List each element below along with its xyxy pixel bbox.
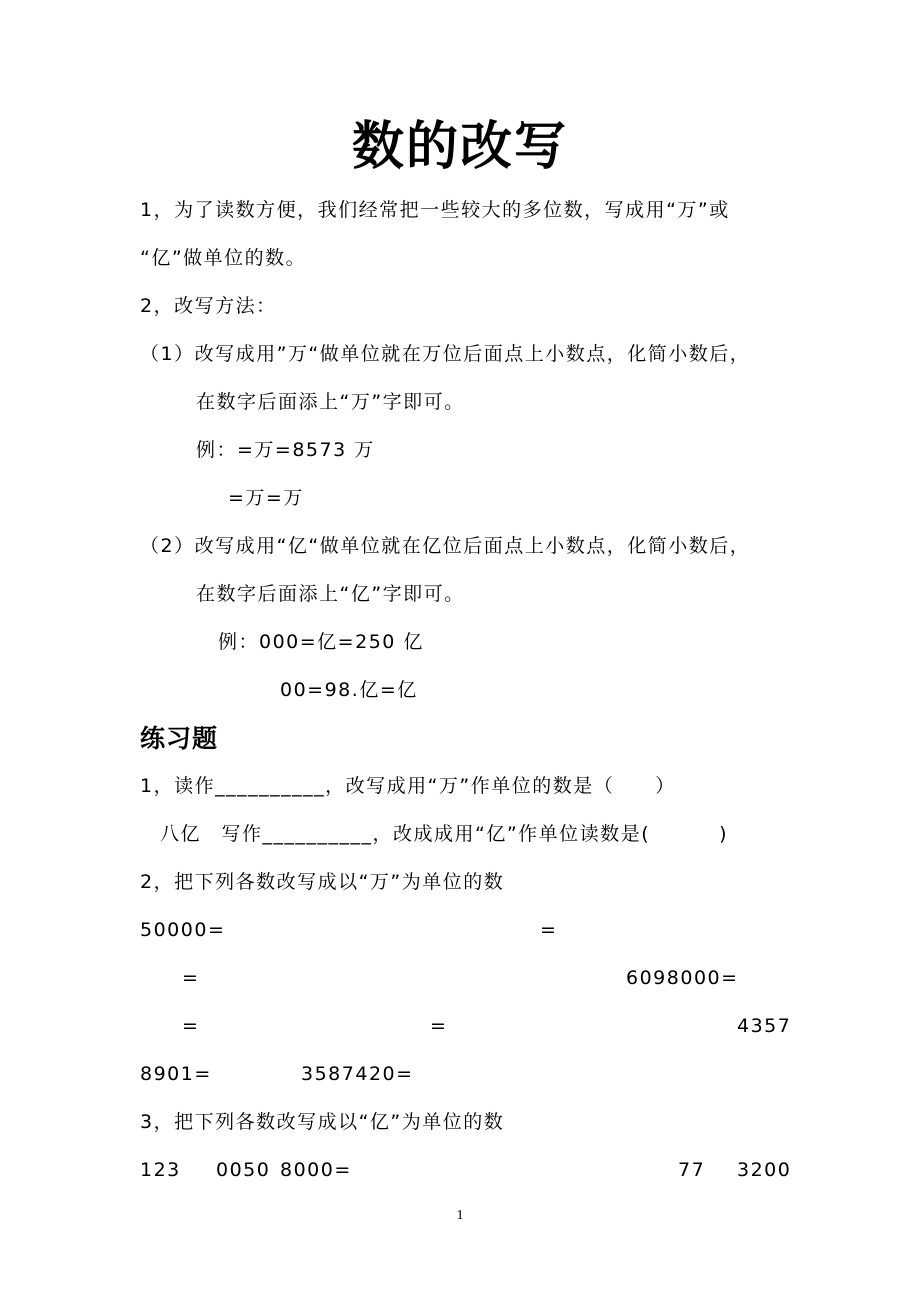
exercise-3-item: 3200 [737,1159,792,1181]
exercise-2-item: 50000= [140,919,226,941]
intro-line-1: 1，为了读数方便，我们经常把一些较大的多位数，写成用“万”或 [140,199,730,221]
method-part1-line-1: （1）改写成用”万“做单位就在万位后面点上小数点，化简小数后， [140,343,751,365]
method-part2-example-1: 例：000=亿=250 亿 [218,631,424,653]
page-title: 数的改写 [351,117,568,177]
exercise-2-item: = [182,967,200,989]
exercise-3-prompt: 3，把下列各数改写成以“亿”为单位的数 [140,1111,505,1133]
exercise-2-item: 8901= [140,1063,212,1085]
exercises-heading: 练习题 [140,724,219,753]
exercise-2-item: 4357 [737,1015,792,1037]
exercise-3-item: 123 [140,1159,181,1181]
method-part1-line-2: 在数字后面添上“万”字即可。 [196,391,465,413]
exercise-2-item: 6098000= [626,967,739,989]
method-part2-example-2: 00=98.亿=亿 [280,679,418,701]
exercise-3-item: 0050 [216,1159,271,1181]
method-part2-line-2: 在数字后面添上“亿”字即可。 [196,583,465,605]
method-part1-example-1: 例：=万=8573 万 [196,439,375,461]
exercise-2-item: = [430,1015,448,1037]
exercise-3-item: 77 [678,1159,706,1181]
exercise-2-item: = [540,919,558,941]
page-number: 1 [456,1208,464,1223]
method-part2-line-1: （2）改写成用“亿“做单位就在亿位后面点上小数点，化简小数后， [140,535,751,557]
exercise-1-line-2: 八亿 写作__________，改成成用“亿”作单位读数是( ) [160,823,729,845]
exercise-1-line-1: 1，读作__________，改写成用“万”作单位的数是（ ） [140,775,676,797]
exercise-2-prompt: 2，把下列各数改写成以“万”为单位的数 [140,871,505,893]
method-part1-example-2: =万=万 [228,487,304,509]
exercise-2-item: 3587420= [301,1063,414,1085]
exercise-2-item: = [182,1015,200,1037]
intro-line-2: “亿”做单位的数。 [140,247,307,269]
method-heading: 2，改写方法： [140,295,277,317]
exercise-3-item: 8000= [280,1159,352,1181]
